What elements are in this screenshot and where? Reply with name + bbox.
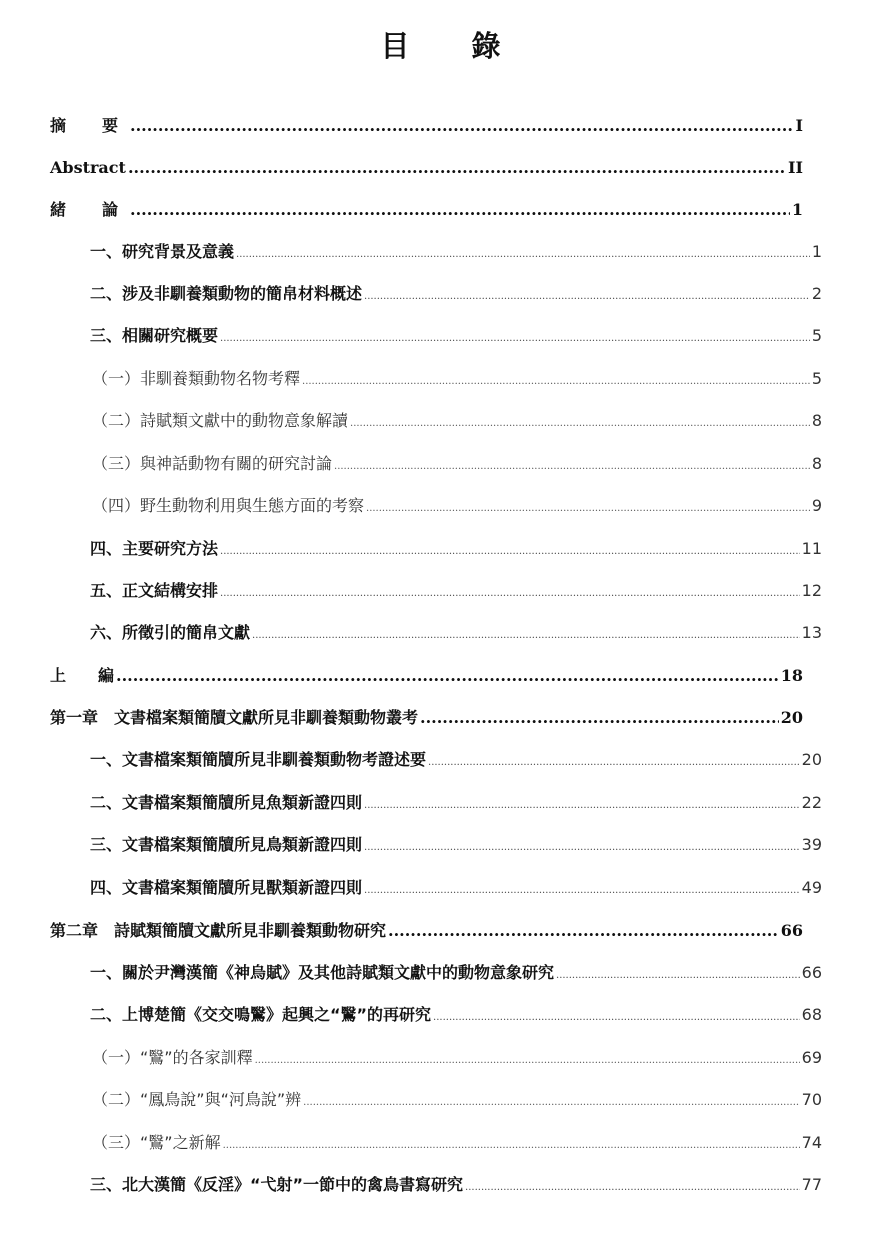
toc-entry-page: 8 — [811, 411, 822, 430]
dot-leader — [366, 496, 810, 522]
dot-leader — [223, 1133, 800, 1159]
toc-entry-page: 8 — [811, 454, 822, 473]
dot-leader — [255, 1048, 800, 1074]
dot-leader — [130, 113, 794, 139]
toc-entry-label: （二）“鳳鳥說”與“河鳥說”辨 — [92, 1090, 302, 1109]
toc-entry-label: 二、上博楚簡《交交鳴鷖》起興之“鷖”的再研究 — [90, 1005, 432, 1024]
toc-entry-page: 11 — [801, 539, 822, 558]
toc-entry-page: 9 — [811, 496, 822, 515]
toc-entry-page: 20 — [780, 708, 803, 727]
toc-entry[interactable] — [90, 1002, 822, 1028]
toc-entry[interactable] — [90, 323, 822, 349]
toc-entry-label: （二）詩賦類文獻中的動物意象解讀 — [92, 411, 349, 430]
dot-leader — [350, 411, 810, 437]
toc-entry-label: 三、文書檔案類簡牘所見鳥類新證四則 — [90, 835, 363, 854]
dot-leader — [302, 369, 810, 395]
toc-entry-page: 66 — [801, 963, 822, 982]
toc-entry-page: 39 — [801, 835, 822, 854]
toc-entry[interactable] — [92, 493, 822, 519]
toc-entry[interactable] — [90, 536, 822, 562]
dot-leader — [433, 1005, 800, 1031]
toc-entry-label: 一、研究背景及意義 — [90, 242, 235, 261]
toc-entry-page: 69 — [801, 1048, 822, 1067]
toc-entry-page: 22 — [801, 793, 822, 812]
dot-leader — [420, 705, 779, 731]
toc-entry[interactable] — [92, 1130, 822, 1156]
dot-leader — [364, 878, 800, 904]
dot-leader — [364, 284, 810, 310]
toc-entry[interactable] — [90, 620, 822, 646]
toc-entry-label: 三、北大漢簡《反淫》“弋射”一節中的禽鳥書寫研究 — [90, 1175, 464, 1194]
toc-entry-page: 12 — [801, 581, 822, 600]
toc-entry-label: 上 編 — [50, 666, 115, 685]
toc-entry-label: 二、文書檔案類簡牘所見魚類新證四則 — [90, 793, 363, 812]
dot-leader — [388, 918, 779, 944]
toc-entry[interactable] — [92, 366, 822, 392]
toc-entry[interactable] — [90, 832, 822, 858]
dot-leader — [364, 793, 800, 819]
toc-entry-page: I — [795, 116, 803, 135]
toc-entry-label: 二、涉及非馴養類動物的簡帛材料概述 — [90, 284, 363, 303]
toc-entry[interactable] — [90, 578, 822, 604]
toc-entry-page: 70 — [801, 1090, 822, 1109]
toc-entry[interactable] — [92, 451, 822, 477]
page-title: 目 錄 — [380, 29, 527, 63]
toc-entry-label: 一、文書檔案類簡牘所見非馴養類動物考證述要 — [90, 750, 427, 769]
toc-entry-label: 摘 要 — [50, 116, 129, 135]
toc-entry-part-one[interactable] — [50, 663, 803, 689]
toc-entry[interactable] — [90, 875, 822, 901]
dot-leader — [220, 326, 810, 352]
toc-entry[interactable] — [90, 239, 822, 265]
toc-entry[interactable] — [90, 960, 822, 986]
toc-entry-abstract-cn[interactable] — [50, 113, 803, 139]
dot-leader — [236, 242, 810, 268]
toc-entry-page: II — [788, 158, 803, 177]
toc-entry-label: 第一章 文書檔案類簡牘文獻所見非馴養類動物叢考 — [50, 708, 419, 727]
toc-entry-label: 一、關於尹灣漢簡《神烏賦》及其他詩賦類文獻中的動物意象研究 — [90, 963, 555, 982]
dot-leader — [128, 155, 786, 181]
toc-entry[interactable] — [90, 747, 822, 773]
toc-entry[interactable] — [92, 1045, 822, 1071]
dot-leader — [334, 454, 810, 480]
toc-entry-introduction[interactable] — [50, 197, 803, 223]
dot-leader — [556, 963, 800, 989]
toc-entry-page: 18 — [780, 666, 803, 685]
dot-leader — [220, 581, 800, 607]
toc-entry-page: 2 — [811, 284, 822, 303]
dot-leader — [364, 835, 800, 861]
toc-entry-page: 1 — [811, 242, 822, 261]
dot-leader — [428, 750, 800, 776]
toc-entry[interactable] — [90, 281, 822, 307]
toc-entry-label: （四）野生動物利用與生態方面的考察 — [92, 496, 365, 515]
toc-entry-abstract-en[interactable] — [50, 155, 803, 181]
toc-entry-label: 四、文書檔案類簡牘所見獸類新證四則 — [90, 878, 363, 897]
toc-entry-chapter-2[interactable] — [50, 918, 803, 944]
toc-entry-label: （三）“鷖”之新解 — [92, 1133, 221, 1152]
toc-entry-label: 緒 論 — [50, 200, 129, 219]
toc-entry-label: 六、所徵引的簡帛文獻 — [90, 623, 251, 642]
dot-leader — [303, 1090, 799, 1116]
toc-entry-label: （一）“鷖”的各家訓釋 — [92, 1048, 253, 1067]
toc-entry[interactable] — [92, 1087, 822, 1113]
toc-entry-page: 20 — [801, 750, 822, 769]
toc-entry-page: 68 — [801, 1005, 822, 1024]
dot-leader — [465, 1175, 800, 1201]
toc-entry-label: （一）非馴養類動物名物考釋 — [92, 369, 301, 388]
toc-entry[interactable] — [90, 790, 822, 816]
toc-entry-label: 四、主要研究方法 — [90, 539, 219, 558]
toc-entry-page: 13 — [801, 623, 822, 642]
toc-entry-label: Abstract — [50, 158, 126, 177]
dot-leader — [130, 197, 790, 223]
toc-entry[interactable] — [92, 408, 822, 434]
toc-entry-label: 五、正文結構安排 — [90, 581, 219, 600]
dot-leader — [116, 663, 779, 689]
toc-entry-page: 5 — [811, 369, 822, 388]
toc-entry-page: 1 — [791, 200, 803, 219]
toc-entry-label: 三、相關研究概要 — [90, 326, 219, 345]
toc-entry-page: 66 — [780, 921, 803, 940]
toc-entry-page: 5 — [811, 326, 822, 345]
dot-leader — [252, 623, 800, 649]
toc-entry-chapter-1[interactable] — [50, 705, 803, 731]
dot-leader — [220, 539, 800, 565]
toc-entry-page: 49 — [801, 878, 822, 897]
toc-entry[interactable] — [90, 1172, 822, 1198]
toc-entry-label: 第二章 詩賦類簡牘文獻所見非馴養類動物研究 — [50, 921, 387, 940]
toc-entry-page: 77 — [801, 1175, 822, 1194]
toc-entry-label: （三）與神話動物有關的研究討論 — [92, 454, 333, 473]
toc-entry-page: 74 — [801, 1133, 822, 1152]
